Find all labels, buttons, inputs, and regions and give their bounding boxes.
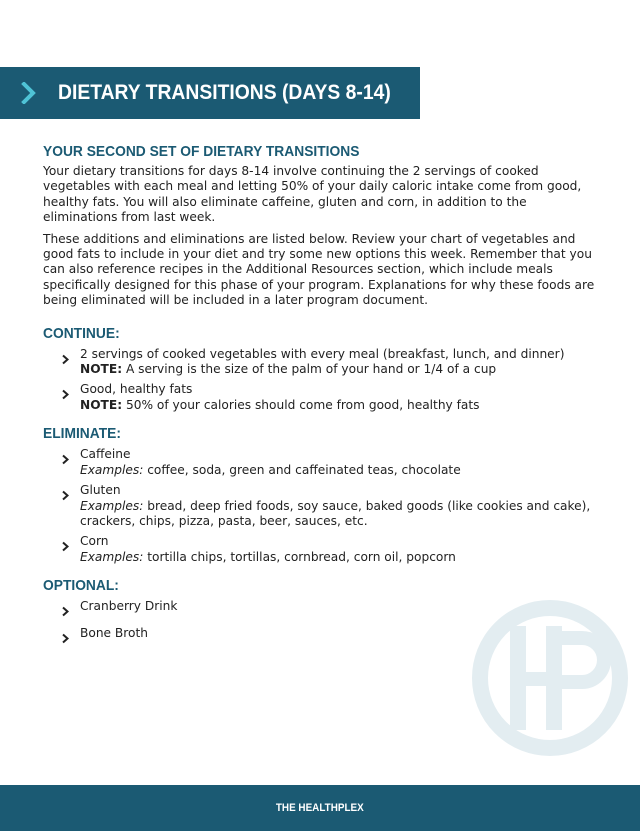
chevron-bullet-icon — [61, 534, 80, 556]
examples-label: Examples: — [80, 549, 144, 564]
note-label: NOTE: — [80, 397, 123, 412]
chevron-bullet-icon — [61, 599, 80, 621]
examples-text: tortilla chips, tortillas, cornbread, corn oil, popcorn — [143, 549, 456, 564]
examples-label: Examples: — [80, 462, 144, 477]
main-content — [43, 143, 603, 653]
chevron-bullet-icon — [61, 382, 80, 404]
note-text: A serving is the size of the palm of your hand or 1/4 of a cup — [122, 362, 497, 377]
chevron-bullet-icon — [61, 483, 80, 505]
chevron-bullet-icon — [61, 347, 80, 369]
examples-text: coffee, soda, green and caffeinated teas, chocolate — [143, 462, 461, 477]
item-title: 2 servings of cooked vegetables with every meal (breakfast, lunch, and dinner) — [80, 346, 565, 361]
note-label: NOTE: — [80, 362, 123, 377]
intro-paragraph-1: Your dietary transitions for days 8-14 involve continuing the 2 servings of cooked vegetables with each meal and letting 50% of your daily caloric intake come from good, healthy fats. You will also eliminate caffeine, gluten and corn, in addition to the eliminations from last week. — [43, 164, 582, 225]
healthplex-logo-watermark-icon — [470, 598, 630, 758]
item-title: Corn — [80, 534, 109, 549]
eliminate-section — [43, 425, 603, 565]
chevron-bullet-icon — [61, 626, 80, 648]
eliminate-heading: ELIMINATE: — [43, 425, 121, 443]
continue-section — [43, 325, 603, 414]
chevron-right-icon — [0, 67, 58, 119]
page-title: DIETARY TRANSITIONS (DAYS 8-14) — [58, 81, 392, 104]
examples-text: bread, deep fried foods, soy sauce, baked goods (like cookies and cake), crackers, chips, pizza, pasta, beer, sauces, etc. — [80, 498, 591, 528]
item-title: Cranberry Drink — [80, 599, 178, 614]
list-item — [61, 347, 603, 378]
item-title: Good, healthy fats — [80, 382, 193, 397]
item-title: Bone Broth — [80, 626, 148, 641]
chevron-bullet-icon — [61, 447, 80, 469]
continue-heading: CONTINUE: — [43, 324, 120, 342]
optional-heading: OPTIONAL: — [43, 577, 119, 595]
examples-label: Examples: — [80, 498, 144, 513]
list-item — [61, 447, 603, 478]
item-title: Gluten — [80, 483, 121, 498]
section-banner — [0, 67, 420, 119]
footer-brand: THE HEALTHPLEX — [276, 802, 364, 814]
list-item — [61, 483, 603, 529]
intro-paragraph-2: These additions and eliminations are listed below. Review your chart of vegetables and good fats to include in your diet and try some new options this week. Remember that you can also reference recipes in the Additional Resources section, which include meals specifically designed for this phase of your program. Explanations for why these foods are being eliminated will be included in a later program document. — [43, 231, 595, 308]
item-title: Caffeine — [80, 447, 131, 462]
list-item — [61, 534, 603, 565]
intro-heading: YOUR SECOND SET OF DIETARY TRANSITIONS — [43, 143, 360, 160]
list-item — [61, 382, 603, 413]
page-footer — [0, 785, 640, 831]
note-text: 50% of your calories should come from good, healthy fats — [122, 397, 480, 412]
